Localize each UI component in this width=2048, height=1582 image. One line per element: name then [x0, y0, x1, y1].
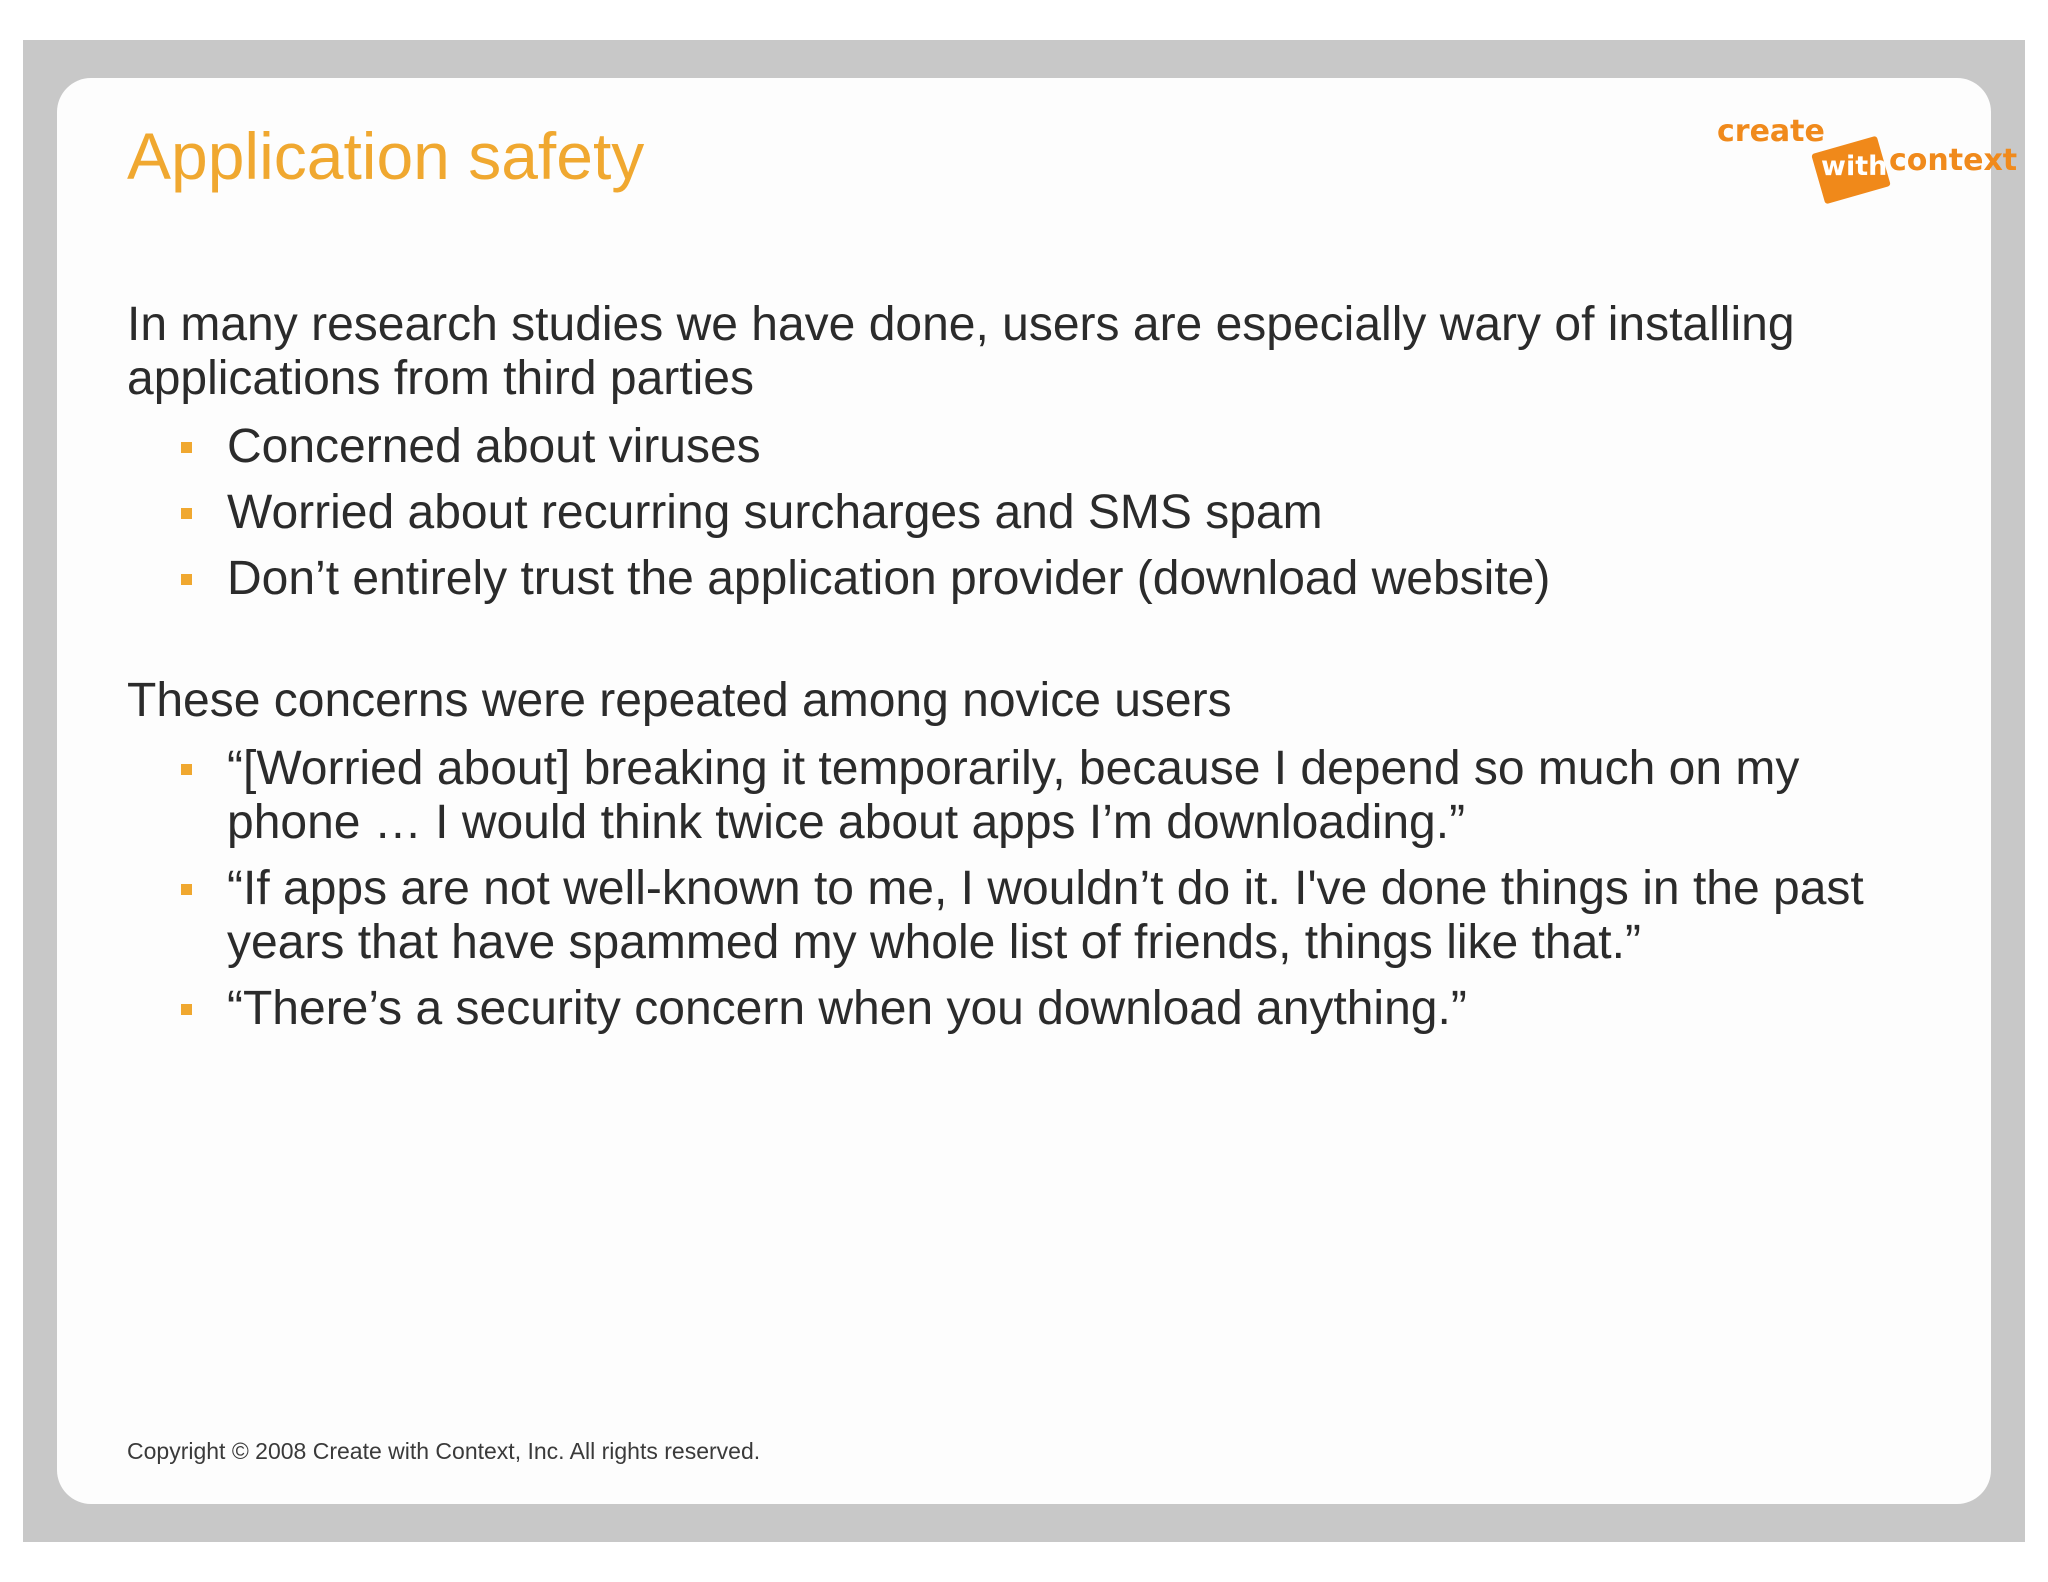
bullet-square-icon	[181, 884, 192, 895]
bullet-square-icon	[181, 508, 192, 519]
bullet-text: Don’t entirely trust the application provider (download website)	[227, 552, 1551, 605]
section-heading: In many research studies we have done, users are especially wary of installing applications from third parties	[127, 298, 1795, 405]
logo-word-with: with	[1821, 151, 1888, 182]
bullet-item	[127, 420, 1927, 474]
bullet-item	[127, 742, 1927, 850]
bullet-item	[127, 982, 1927, 1036]
bullet-item	[127, 862, 1927, 970]
bullet-text: Concerned about viruses	[227, 420, 761, 473]
bullet-square-icon	[181, 764, 192, 775]
logo-word-context: context	[1889, 143, 2018, 178]
slide-frame	[23, 40, 2025, 1542]
create-with-context-logo	[1657, 108, 2018, 198]
bullet-item	[127, 486, 1927, 540]
bullet-text: Worried about recurring surcharges and SMS spam	[227, 486, 1323, 539]
copyright-footer: Copyright © 2008 Create with Context, Inc. All rights reserved.	[127, 1438, 761, 1464]
bullet-text: “[Worried about] breaking it temporarily, because I depend so much on my phone … I would think twice about apps I’m downloading.”	[227, 742, 1800, 849]
bullet-text: “If apps are not well-known to me, I wouldn’t do it. I've done things in the past years that have spammed my whole list of friends, things like that.”	[227, 862, 1864, 969]
bullet-square-icon	[181, 442, 192, 453]
bullet-list	[127, 420, 1927, 606]
slide-body	[127, 298, 1927, 1048]
slide	[57, 78, 2018, 1504]
bullet-text: “There’s a security concern when you download anything.”	[227, 982, 1467, 1035]
slide-title: Application safety	[127, 119, 645, 193]
bullet-list	[127, 742, 1927, 1036]
section-heading: These concerns were repeated among novice users	[127, 674, 1232, 727]
bullet-item	[127, 552, 1927, 606]
bullet-square-icon	[181, 1004, 192, 1015]
bullet-square-icon	[181, 574, 192, 585]
section-spacer	[127, 618, 1927, 674]
logo-word-create: create	[1717, 114, 1825, 149]
